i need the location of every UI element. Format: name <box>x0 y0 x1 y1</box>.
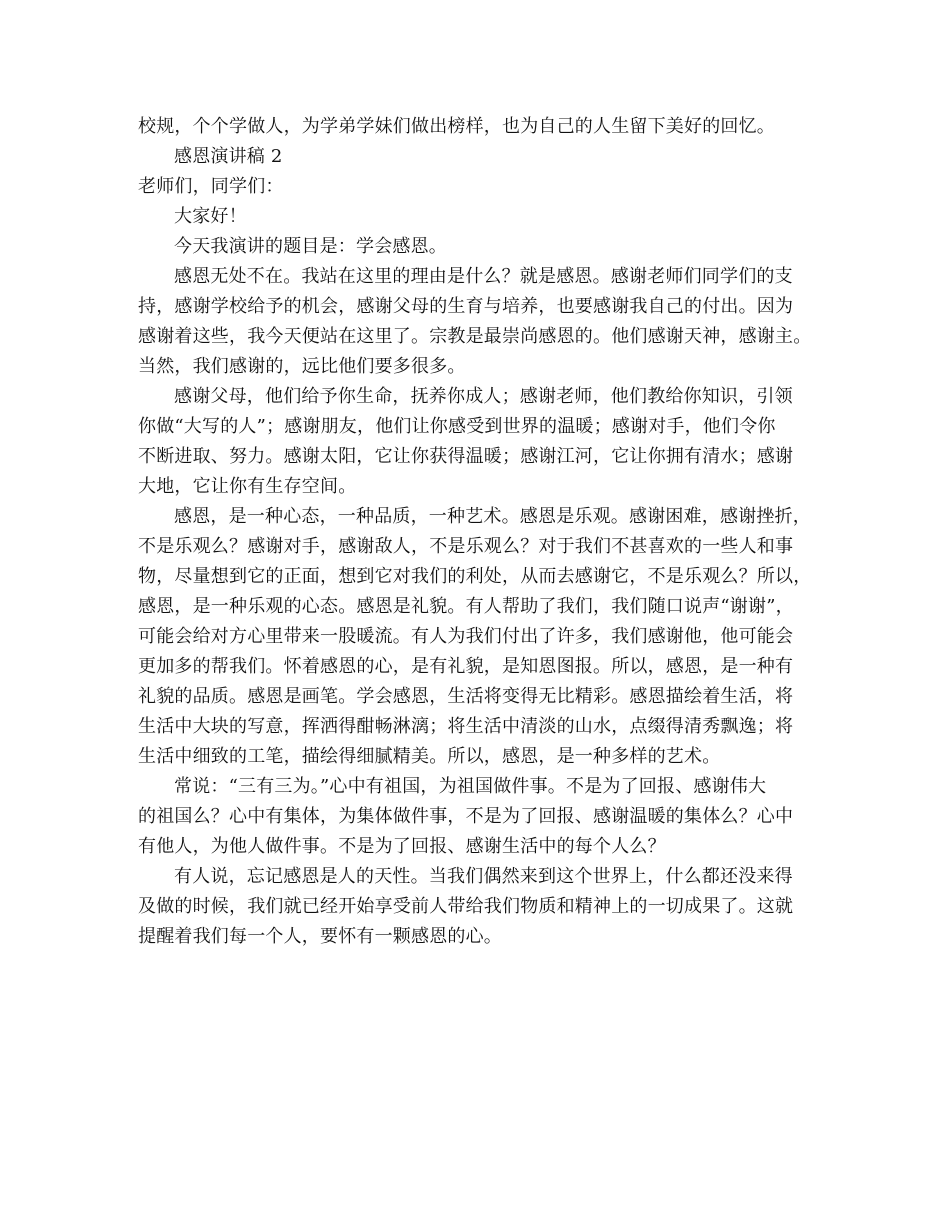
text-line: 感谢父母，他们给予你生命，抚养你成人；感谢老师，他们教给你知识，引领 <box>174 386 793 407</box>
text-line: 当然，我们感谢的，远比他们要多很多。 <box>138 356 466 377</box>
text-line: 更加多的帮我们。怀着感恩的心，是有礼貌，是知恩图报。所以，感恩，是一种有 <box>138 656 794 677</box>
text-line: 感恩，是一种乐观的心态。感恩是礼貌。有人帮助了我们，我们随口说声“谢谢”， <box>138 596 794 617</box>
text-line: 有他人，为他人做件事。不是为了回报、感谢生活中的每个人么？ <box>138 836 666 857</box>
text-line: 感谢着这些，我今天便站在这里了。宗教是最崇尚感恩的。他们感谢天神，感谢主。 <box>138 326 812 347</box>
text-line: 感恩无处不在。我站在这里的理由是什么？就是感恩。感谢老师们同学们的支 <box>174 266 793 287</box>
text-line: 提醒着我们每一个人，要怀有一颗感恩的心。 <box>138 926 502 947</box>
text-line: 生活中大块的写意，挥洒得酣畅淋漓；将生活中清淡的山水，点缀得清秀飘逸；将 <box>138 716 794 737</box>
text-line: 感恩，是一种心态，一种品质，一种艺术。感恩是乐观。感谢困难，感谢挫折， <box>174 506 811 527</box>
text-line: 持，感谢学校给予的机会，感谢父母的生育与培养，也要感谢我自己的付出。因为 <box>138 296 794 317</box>
text-line: 不断进取、努力。感谢太阳，它让你获得温暖；感谢江河，它让你拥有清水；感谢 <box>138 446 794 467</box>
text-line: 及做的时候，我们就已经开始享受前人带给我们物质和精神上的一切成果了。这就 <box>138 896 794 917</box>
text-line: 常说：“三有三为。”心中有祖国，为祖国做件事。不是为了回报、感谢伟大 <box>174 776 767 797</box>
text-line: 大地，它让你有生存空间。 <box>138 476 357 497</box>
text-line: 的祖国么？心中有集体，为集体做件事，不是为了回报、感谢温暖的集体么？心中 <box>138 806 794 827</box>
text-line: 生活中细致的工笔，描绘得细腻精美。所以，感恩，是一种多样的艺术。 <box>138 746 721 767</box>
text-line: 今天我演讲的题目是：学会感恩。 <box>174 236 447 257</box>
text-line: 大家好！ <box>174 206 247 227</box>
text-line: 有人说，忘记感恩是人的天性。当我们偶然来到这个世界上，什么都还没来得 <box>174 866 793 887</box>
document-body <box>138 112 818 952</box>
text-line: 可能会给对方心里带来一股暖流。有人为我们付出了许多，我们感谢他，他可能会 <box>138 626 794 647</box>
text-line: 物，尽量想到它的正面，想到它对我们的利处，从而去感谢它，不是乐观么？所以， <box>138 566 812 587</box>
text-line: 校规，个个学做人，为学弟学妹们做出榜样，也为自己的人生留下美好的回忆。 <box>138 116 775 137</box>
text-line: 感恩演讲稿 2 <box>174 146 283 167</box>
text-line: 老师们，同学们： <box>138 176 284 197</box>
text-line: 你做“大写的人”；感谢朋友，他们让你感受到世界的温暖；感谢对手，他们令你 <box>138 416 776 437</box>
text-line: 不是乐观么？感谢对手，感谢敌人，不是乐观么？对于我们不甚喜欢的一些人和事 <box>138 536 794 557</box>
text-line: 礼貌的品质。感恩是画笔。学会感恩，生活将变得无比精彩。感恩描绘着生活，将 <box>138 686 794 707</box>
